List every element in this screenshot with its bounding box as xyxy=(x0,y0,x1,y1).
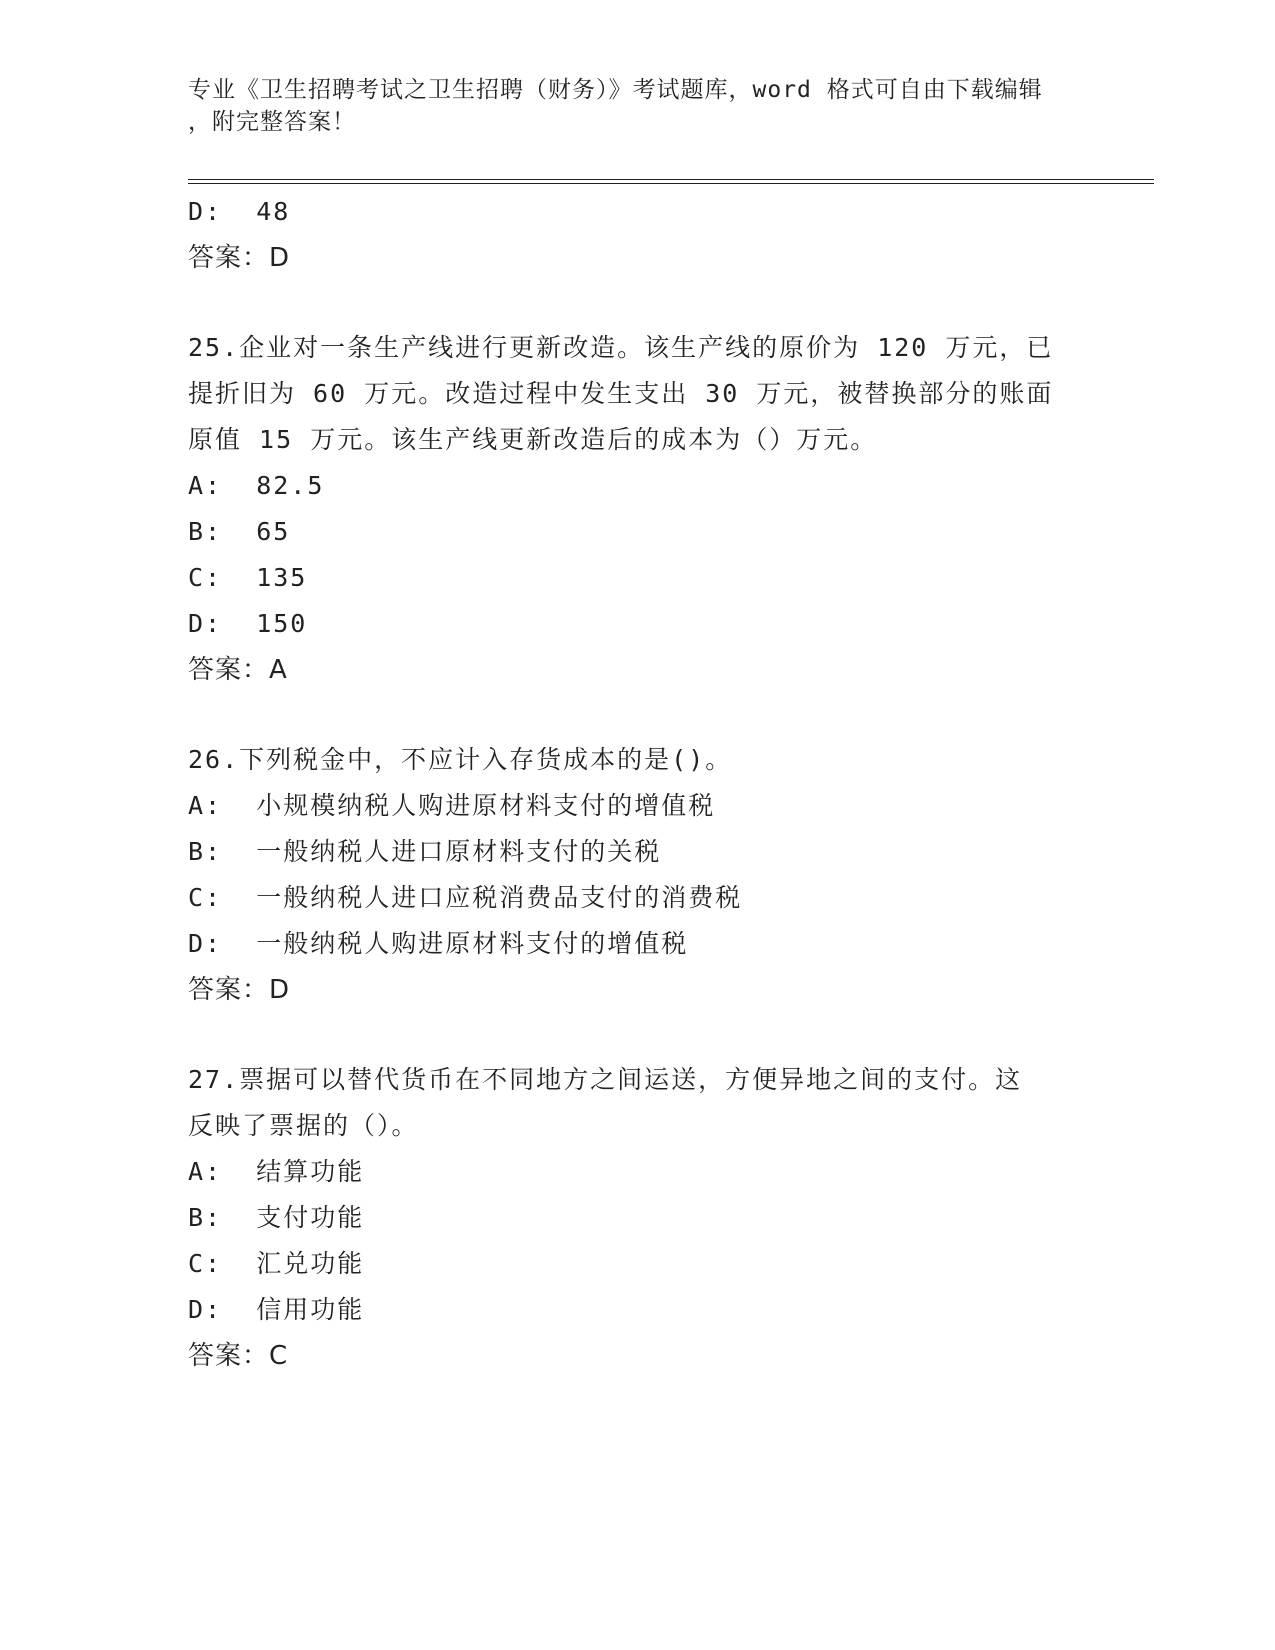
option-b: B: 一般纳税人进口原材料支付的关税 xyxy=(188,837,662,866)
option-d: D: 150 xyxy=(188,609,308,638)
answer-label: 答案：D xyxy=(188,975,291,1005)
question-list xyxy=(188,189,1088,1423)
answer-label: 答案：D xyxy=(188,243,291,273)
question-block-25 xyxy=(188,325,1088,693)
header-title-line-2: ，附完整答案！ xyxy=(188,109,356,135)
option-d: D: 一般纳税人购进原材料支付的增值税 xyxy=(188,929,689,958)
option-a: A: 小规模纳税人购进原材料支付的增值税 xyxy=(188,791,716,820)
question-block-26 xyxy=(188,737,1088,1013)
option-a: A: 82.5 xyxy=(188,471,325,500)
option-d: D: 信用功能 xyxy=(188,1295,365,1324)
question-block-27 xyxy=(188,1057,1088,1379)
option-b: B: 65 xyxy=(188,517,291,546)
question-stem-line-2: 反映了票据的（）。 xyxy=(188,1111,419,1140)
question-stem-line-3: 原值 15 万元。该生产线更新改造后的成本为（）万元。 xyxy=(188,425,878,454)
question-stem-line-1: 26.下列税金中，不应计入存货成本的是()。 xyxy=(188,745,733,774)
answer-label: 答案：A xyxy=(188,655,288,685)
option-c: C: 一般纳税人进口应税消费品支付的消费税 xyxy=(188,883,743,912)
question-stem-line-1: 25.企业对一条生产线进行更新改造。该生产线的原价为 120 万元，已 xyxy=(188,333,1054,362)
question-stem-line-2: 提折旧为 60 万元。改造过程中发生支出 30 万元，被替换部分的账面 xyxy=(188,379,1054,408)
header-title-line-1: 专业《卫生招聘考试之卫生招聘（财务）》考试题库，word 格式可自由下载编辑 xyxy=(188,77,1043,103)
question-stem-line-1: 27.票据可以替代货币在不同地方之间运送，方便异地之间的支付。这 xyxy=(188,1065,1023,1094)
option-d: D: 48 xyxy=(188,197,291,226)
question-block-prev xyxy=(188,189,1088,281)
option-c: C: 135 xyxy=(188,563,308,592)
page-header xyxy=(188,74,1088,138)
option-a: A: 结算功能 xyxy=(188,1157,365,1186)
option-c: C: 汇兑功能 xyxy=(188,1249,365,1278)
option-b: B: 支付功能 xyxy=(188,1203,365,1232)
answer-label: 答案：C xyxy=(188,1341,289,1371)
header-divider xyxy=(188,179,1154,184)
